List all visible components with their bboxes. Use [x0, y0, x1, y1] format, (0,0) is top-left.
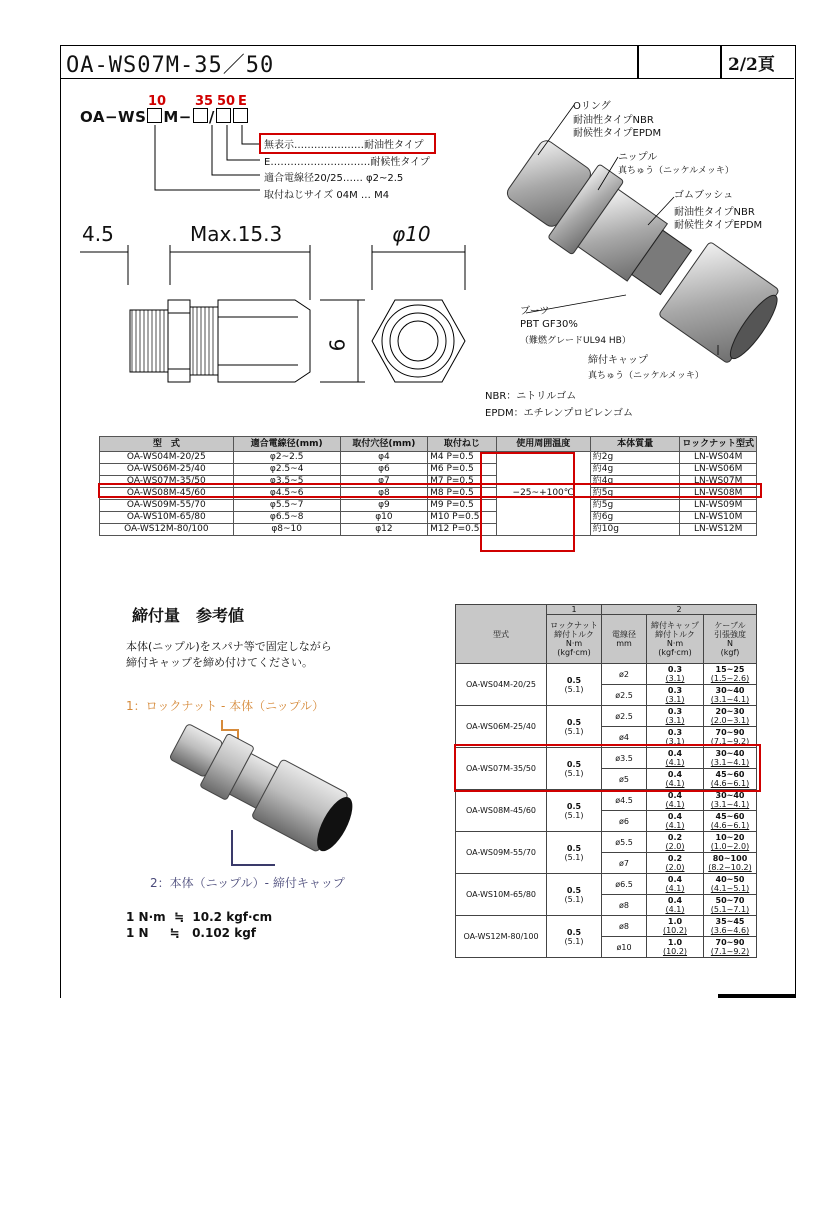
assembled-connector-photo: [150, 710, 370, 870]
pull-strength-cell: 30~40 (3.1~4.1): [704, 790, 757, 811]
temperature-cell: −25~+100℃: [496, 452, 590, 536]
cell: M4 P=0.5: [428, 452, 497, 464]
wire-cell: ø2.5: [602, 685, 647, 706]
lock-torque-cell: 0.5 (5.1): [547, 664, 602, 706]
wire-cell: ø6.5: [602, 874, 647, 895]
col-header: 2: [602, 605, 757, 615]
nbr-note: NBR：ニトリルゴム: [485, 391, 577, 402]
cell: φ8: [340, 488, 427, 500]
ordering-code: OA−WS M− /: [80, 108, 249, 126]
model-cell: OA-WS08M-45/60: [456, 790, 547, 832]
boot-grade: （難燃グレードUL94 HB）: [520, 336, 631, 346]
table-row: [100, 500, 757, 512]
lock-torque-cell: 0.5 (5.1): [547, 832, 602, 874]
table-row: [456, 916, 757, 937]
cell: φ2~2.5: [233, 452, 340, 464]
cell: M12 P=0.5: [428, 524, 497, 536]
wire-cell: ø8: [602, 895, 647, 916]
cell: 約2g: [590, 452, 680, 464]
wire-cell: ø6: [602, 811, 647, 832]
wire-cell: ø2: [602, 664, 647, 685]
pull-strength-cell: 30~40 (3.1~4.1): [704, 685, 757, 706]
cell: OA-WS08M-45/60: [100, 488, 234, 500]
col-header: 適合電線径(mm): [233, 437, 340, 452]
model-cell: OA-WS07M-35/50: [456, 748, 547, 790]
cell: 約5g: [590, 488, 680, 500]
cell: 約4g: [590, 476, 680, 488]
col-header: 型 式: [100, 437, 234, 452]
code-leader-lines: [150, 120, 270, 195]
cell: φ12: [340, 524, 427, 536]
cap-torque-cell: 0.4 (4.1): [647, 895, 704, 916]
pull-strength-cell: 40~50 (4.1~5.1): [704, 874, 757, 895]
wire-cell: ø7: [602, 853, 647, 874]
torque-label-1: 1：ロックナット - 本体（ニップル）: [126, 699, 325, 713]
lock-torque-cell: 0.5 (5.1): [547, 790, 602, 832]
col-header: 締付キャップ 締付トルク N·m (kgf·cm): [647, 615, 704, 664]
cap-torque-cell: 1.0 (10.2): [647, 937, 704, 958]
cell: OA-WS09M-55/70: [100, 500, 234, 512]
cap-torque-cell: 0.3 (3.1): [647, 706, 704, 727]
col-header: 型式: [456, 605, 547, 664]
code-line-4: 取付ねじサイズ 04M … M4: [264, 190, 390, 201]
wire-cell: ø4.5: [602, 790, 647, 811]
model-cell: OA-WS06M-25/40: [456, 706, 547, 748]
cap-torque-cell: 0.2 (2.0): [647, 853, 704, 874]
cap-material: 真ちゅう（ニッケルメッキ）: [588, 371, 704, 381]
cell: LN-WS08M: [680, 488, 757, 500]
table-row: [100, 512, 757, 524]
cell: M7 P=0.5: [428, 476, 497, 488]
divider: [637, 45, 639, 78]
pull-strength-cell: 80~100 (8.2~10.2): [704, 853, 757, 874]
cell: M6 P=0.5: [428, 464, 497, 476]
bush-label: ゴムブッシュ: [674, 190, 734, 201]
wire-cell: ø2.5: [602, 706, 647, 727]
boot-material: PBT GF30%: [520, 319, 578, 330]
cell: φ4: [340, 452, 427, 464]
cell: LN-WS12M: [680, 524, 757, 536]
pull-strength-cell: 20~30 (2.0~3.1): [704, 706, 757, 727]
cell: 約10g: [590, 524, 680, 536]
code-red-35: 35: [195, 94, 214, 109]
col-header: ロックナット型式: [680, 437, 757, 452]
lock-torque-cell: 0.5 (5.1): [547, 748, 602, 790]
cell: OA-WS10M-65/80: [100, 512, 234, 524]
cell: φ10: [340, 512, 427, 524]
divider: [720, 45, 722, 78]
lock-torque-cell: 0.5 (5.1): [547, 706, 602, 748]
cap-torque-cell: 0.4 (4.1): [647, 748, 704, 769]
cell: 約5g: [590, 500, 680, 512]
cap-torque-cell: 0.4 (4.1): [647, 790, 704, 811]
dimension-drawing: [80, 245, 480, 395]
torque-desc-1: 本体(ニップル)をスパナ等で固定しながら: [126, 640, 332, 653]
highlight-row: [98, 483, 762, 498]
pull-strength-cell: 45~60 (4.6~6.1): [704, 769, 757, 790]
cell: M10 P=0.5: [428, 512, 497, 524]
torque-desc-2: 締付キャップを締め付けてください。: [126, 656, 313, 669]
wire-cell: ø4: [602, 727, 647, 748]
code-line-3: 適合電線径20/25…… φ2~2.5: [264, 173, 404, 184]
cell: φ7: [340, 476, 427, 488]
cell: φ9: [340, 500, 427, 512]
model-cell: OA-WS10M-65/80: [456, 874, 547, 916]
col-header: ケーブル 引張強度 N (kgf): [704, 615, 757, 664]
wire-cell: ø5: [602, 769, 647, 790]
col-header: 取付穴径(mm): [340, 437, 427, 452]
highlight-temperature: [480, 452, 575, 552]
cell: LN-WS10M: [680, 512, 757, 524]
cell: LN-WS04M: [680, 452, 757, 464]
cell: 約4g: [590, 464, 680, 476]
cell: φ6: [340, 464, 427, 476]
cell: φ3.5~5: [233, 476, 340, 488]
bush-nbr: 耐油性タイプNBR: [674, 207, 755, 218]
table-row: [456, 832, 757, 853]
cell: LN-WS06M: [680, 464, 757, 476]
code-line-1: 無表示…………………耐油性タイプ: [264, 140, 424, 151]
conversion-2: 1 N ≒ 0.102 kgf: [126, 926, 257, 940]
dim-9: 9: [324, 338, 349, 352]
table-row: [456, 790, 757, 811]
table-row: [456, 706, 757, 727]
document-title: OA-WS07M-35／50: [66, 53, 275, 78]
table-row: [100, 464, 757, 476]
cell: φ8~10: [233, 524, 340, 536]
table-row: [456, 874, 757, 895]
page-number: 2/2頁: [728, 55, 775, 75]
cell: φ4.5~6: [233, 488, 340, 500]
cell: LN-WS07M: [680, 476, 757, 488]
torque-label-2: 2：本体（ニップル）- 締付キャップ: [150, 876, 345, 890]
col-header: 本体質量: [590, 437, 680, 452]
wire-cell: ø8: [602, 916, 647, 937]
pull-strength-cell: 50~70 (5.1~7.1): [704, 895, 757, 916]
exploded-parts-illustration: [478, 95, 798, 395]
nipple-material: 真ちゅう（ニッケルメッキ）: [618, 166, 734, 176]
title-bar: [60, 45, 794, 79]
cap-torque-cell: 0.3 (3.1): [647, 727, 704, 748]
code-red-e: E: [238, 94, 247, 109]
cell: OA-WS07M-35/50: [100, 476, 234, 488]
cap-torque-cell: 1.0 (10.2): [647, 916, 704, 937]
cell: OA-WS06M-25/40: [100, 464, 234, 476]
col-header: ロックナット 締付トルク N·m (kgf·cm): [547, 615, 602, 664]
pull-strength-cell: 35~45 (3.6~4.6): [704, 916, 757, 937]
cell: M9 P=0.5: [428, 500, 497, 512]
pull-strength-cell: 15~25 (1.5~2.6): [704, 664, 757, 685]
cell: φ2.5~4: [233, 464, 340, 476]
cell: M8 P=0.5: [428, 488, 497, 500]
boot-label: ブーツ: [520, 306, 550, 317]
code-red-50: 50: [217, 94, 236, 109]
dim-diameter: φ10: [392, 222, 431, 246]
epdm-note: EPDM：エチレンプロピレンゴム: [485, 408, 633, 419]
dim-max: Max.15.3: [190, 222, 283, 246]
cell: 約6g: [590, 512, 680, 524]
wire-cell: ø3.5: [602, 748, 647, 769]
cap-torque-cell: 0.3 (3.1): [647, 685, 704, 706]
cap-torque-cell: 0.4 (4.1): [647, 811, 704, 832]
cap-torque-cell: 0.4 (4.1): [647, 769, 704, 790]
table-row: [456, 664, 757, 685]
oring-label: Oリング: [573, 101, 611, 112]
col-header: 取付ねじ: [428, 437, 497, 452]
lock-torque-cell: 0.5 (5.1): [547, 916, 602, 958]
col-header: 電線径 mm: [602, 615, 647, 664]
model-cell: OA-WS12M-80/100: [456, 916, 547, 958]
table-row: [100, 524, 757, 536]
highlight-torque-row: [454, 744, 761, 792]
conversion-1: 1 N·m ≒ 10.2 kgf·cm: [126, 910, 273, 924]
cell: φ5.5~7: [233, 500, 340, 512]
model-cell: OA-WS04M-20/25: [456, 664, 547, 706]
wire-cell: ø5.5: [602, 832, 647, 853]
dim-4-5: 4.5: [82, 222, 114, 246]
footer-bar: [718, 994, 795, 998]
col-header: 1: [547, 605, 602, 615]
pull-strength-cell: 30~40 (3.1~4.1): [704, 748, 757, 769]
torque-header-row: [456, 605, 757, 615]
cell: φ6.5~8: [233, 512, 340, 524]
cap-torque-cell: 0.3 (3.1): [647, 664, 704, 685]
nipple-label: ニップル: [618, 152, 658, 163]
cap-torque-cell: 0.2 (2.0): [647, 832, 704, 853]
cap-torque-cell: 0.4 (4.1): [647, 874, 704, 895]
cell: LN-WS09M: [680, 500, 757, 512]
cell: OA-WS12M-80/100: [100, 524, 234, 536]
pull-strength-cell: 70~90 (7.1~9.2): [704, 937, 757, 958]
oring-epdm: 耐候性タイプEPDM: [573, 128, 662, 139]
table-row: [100, 452, 757, 464]
pull-strength-cell: 10~20 (1.0~2.0): [704, 832, 757, 853]
pull-strength-cell: 45~60 (4.6~6.1): [704, 811, 757, 832]
lock-torque-cell: 0.5 (5.1): [547, 874, 602, 916]
pull-strength-cell: 70~90 (7.1~9.2): [704, 727, 757, 748]
code-line-2: E…………………………耐候性タイプ: [264, 157, 430, 168]
bush-epdm: 耐候性タイプEPDM: [674, 220, 763, 231]
model-cell: OA-WS09M-55/70: [456, 832, 547, 874]
spec-header-row: [100, 437, 757, 452]
col-header: 使用周囲温度: [496, 437, 590, 452]
cap-label: 締付キャップ: [588, 355, 648, 366]
oring-nbr: 耐油性タイプNBR: [573, 115, 654, 126]
cell: OA-WS04M-20/25: [100, 452, 234, 464]
wire-cell: ø10: [602, 937, 647, 958]
code-red-10: 10: [148, 94, 167, 109]
torque-title: 締付量 参考値: [132, 606, 245, 625]
